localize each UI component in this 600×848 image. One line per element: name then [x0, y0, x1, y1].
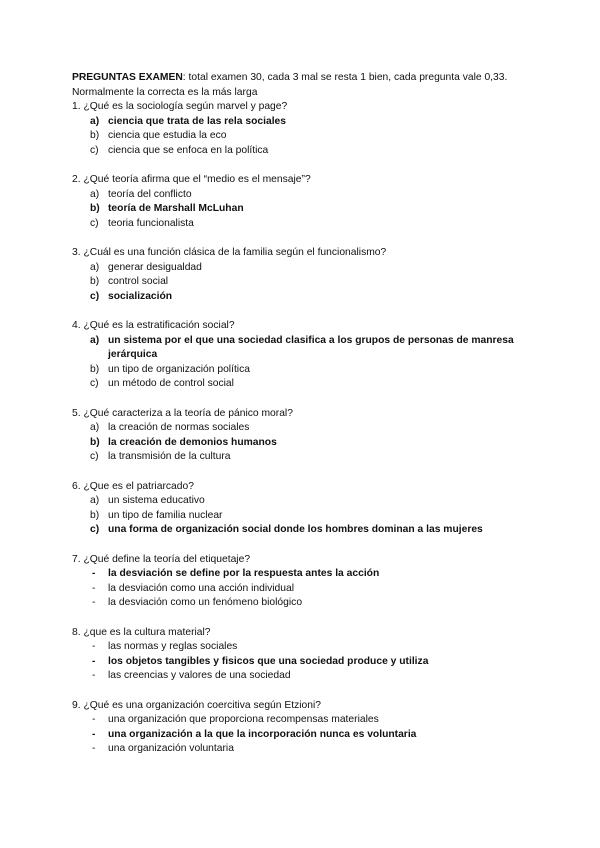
answer-marker: c): [90, 144, 99, 156]
question-text: ¿Cuál es una función clásica de la familia según el funcionalismo?: [83, 247, 387, 259]
answer-option: [72, 509, 540, 524]
answer-marker: -: [92, 670, 96, 682]
answer-text: la transmisión de la cultura: [108, 451, 231, 463]
answer-text: un tipo de familia nuclear: [108, 509, 223, 521]
answer-marker: -: [92, 582, 96, 594]
answer-option: [72, 129, 540, 144]
answer-option-correct: [72, 523, 540, 538]
answer-marker: b): [90, 363, 100, 375]
answer-marker: b): [90, 130, 100, 142]
answer-option: [72, 188, 540, 203]
question-text: ¿Qué es la estratificación social?: [83, 320, 235, 332]
question-number: 4.: [72, 320, 81, 332]
answer-text: ciencia que se enfoca en la política: [108, 144, 269, 156]
question-text: ¿Qué teoría afirma que el “medio es el mensaje”?: [83, 174, 311, 186]
answer-marker: a): [90, 188, 100, 200]
intro-text: : total examen 30, cada 3 mal se resta 1 bien, cada pregunta vale 0,33. Normalmente la correcta es la más larga: [72, 72, 508, 98]
answer-marker: c): [90, 378, 99, 390]
answer-marker: -: [92, 655, 96, 667]
answer-option-correct: [72, 202, 540, 217]
answer-option-correct: [72, 334, 540, 363]
answer-text: la creación de demonios humanos: [108, 436, 277, 448]
answer-marker: c): [90, 290, 100, 302]
answer-marker: b): [90, 436, 100, 448]
answer-text: teoría del conflicto: [108, 188, 192, 200]
question-number: 9.: [72, 699, 81, 711]
answer-text: socialización: [108, 290, 173, 302]
answer-text: las normas y reglas sociales: [108, 641, 238, 653]
question-number: 3.: [72, 247, 81, 259]
question-4: [72, 319, 540, 392]
question-text: ¿Qué define la teoría del etiquetaje?: [83, 553, 251, 565]
answer-marker: c): [90, 217, 99, 229]
answer-marker: a): [90, 495, 100, 507]
answer-option: [72, 713, 540, 728]
answer-marker: -: [92, 743, 96, 755]
question-number: 8.: [72, 626, 81, 638]
question-title: [72, 699, 540, 714]
question-text: ¿que es la cultura material?: [83, 626, 211, 638]
question-title: [72, 553, 540, 568]
question-text: ¿Qué es la sociología según marvel y page?: [83, 101, 288, 113]
answer-option: [72, 596, 540, 611]
answer-option: [72, 582, 540, 597]
answer-option: [72, 144, 540, 159]
answer-list: [72, 494, 540, 538]
answer-marker: c): [90, 524, 100, 536]
answer-text: ciencia que estudia la eco: [108, 130, 227, 142]
question-1: [72, 100, 540, 158]
answer-marker: -: [92, 641, 96, 653]
answer-marker: a): [90, 334, 100, 346]
answer-list: [72, 115, 540, 159]
answer-list: [72, 421, 540, 465]
answer-option: [72, 421, 540, 436]
question-text: ¿Qué caracteriza a la teoría de pánico moral?: [83, 407, 293, 419]
answer-option: [72, 363, 540, 378]
intro-heading: PREGUNTAS EXAMEN: [72, 72, 183, 83]
answer-list: [72, 188, 540, 232]
answer-marker: b): [90, 276, 100, 288]
answer-marker: a): [90, 115, 100, 127]
answer-text: control social: [108, 276, 169, 288]
answer-option: [72, 494, 540, 509]
answer-marker: a): [90, 261, 100, 273]
answer-option: [72, 640, 540, 655]
answer-text: una organización que proporciona recompensas materiales: [108, 714, 379, 726]
answer-list: [72, 713, 540, 757]
answer-text: las creencias y valores de una sociedad: [108, 670, 291, 682]
answer-option: [72, 669, 540, 684]
question-title: [72, 173, 540, 188]
answer-option-correct: [72, 436, 540, 451]
question-9: [72, 699, 540, 757]
question-title: [72, 480, 540, 495]
answer-marker: -: [92, 568, 96, 580]
answer-text: la desviación como una acción individual: [108, 582, 295, 594]
answer-option-correct: [72, 290, 540, 305]
question-8: [72, 626, 540, 684]
answer-option-correct: [72, 567, 540, 582]
question-text: ¿Qué es una organización coercitiva según Etzioni?: [83, 699, 322, 711]
answer-text: un tipo de organización política: [108, 363, 250, 375]
answer-text: una organización voluntaria: [108, 743, 234, 755]
question-number: 1.: [72, 101, 81, 113]
answer-option: [72, 377, 540, 392]
answer-option-correct: [72, 115, 540, 130]
answer-text: un sistema educativo: [108, 495, 205, 507]
answer-list: [72, 640, 540, 684]
answer-option: [72, 742, 540, 757]
question-5: [72, 407, 540, 465]
answer-marker: a): [90, 422, 100, 434]
answer-marker: -: [92, 714, 96, 726]
answer-marker: b): [90, 203, 100, 215]
answer-text: la desviación se define por la respuesta antes la acción: [108, 568, 380, 580]
answer-text: una forma de organización social donde los hombres dominan a las mujeres: [108, 524, 483, 536]
question-title: [72, 407, 540, 422]
answer-text: la desviación como un fenómeno biológico: [108, 597, 303, 609]
question-2: [72, 173, 540, 231]
answer-text: ciencia que trata de las rela sociales: [108, 115, 287, 127]
answer-text: teoría de Marshall McLuhan: [108, 203, 244, 215]
question-title: [72, 246, 540, 261]
answer-list: [72, 334, 540, 392]
answer-option: [72, 275, 540, 290]
answer-text: una organización a la que la incorporación nunca es voluntaria: [108, 728, 417, 740]
answer-text: teoria funcionalista: [108, 217, 194, 229]
question-number: 5.: [72, 407, 81, 419]
answer-option: [72, 217, 540, 232]
question-title: [72, 100, 540, 115]
answer-text: un sistema por el que una sociedad clasifica a los grupos de personas de manresa jerárquica: [108, 334, 514, 361]
intro-paragraph: [72, 71, 540, 100]
answer-option: [72, 450, 540, 465]
answer-text: la creación de normas sociales: [108, 422, 250, 434]
question-3: [72, 246, 540, 304]
question-title: [72, 626, 540, 641]
question-title: [72, 319, 540, 334]
question-7: [72, 553, 540, 611]
question-number: 7.: [72, 553, 81, 565]
answer-marker: -: [92, 597, 96, 609]
answer-text: generar desigualdad: [108, 261, 202, 273]
answer-marker: b): [90, 509, 100, 521]
answer-list: [72, 261, 540, 305]
question-6: [72, 480, 540, 538]
question-number: 6.: [72, 480, 81, 492]
question-list: [72, 100, 540, 757]
answer-list: [72, 567, 540, 611]
question-number: 2.: [72, 174, 81, 186]
answer-text: los objetos tangibles y fisicos que una sociedad produce y utiliza: [108, 655, 429, 667]
answer-text: un método de control social: [108, 378, 234, 390]
question-text: ¿Que es el patriarcado?: [83, 480, 194, 492]
answer-option: [72, 261, 540, 276]
answer-marker: -: [92, 728, 96, 740]
answer-option-correct: [72, 655, 540, 670]
answer-marker: c): [90, 451, 99, 463]
answer-option-correct: [72, 728, 540, 743]
